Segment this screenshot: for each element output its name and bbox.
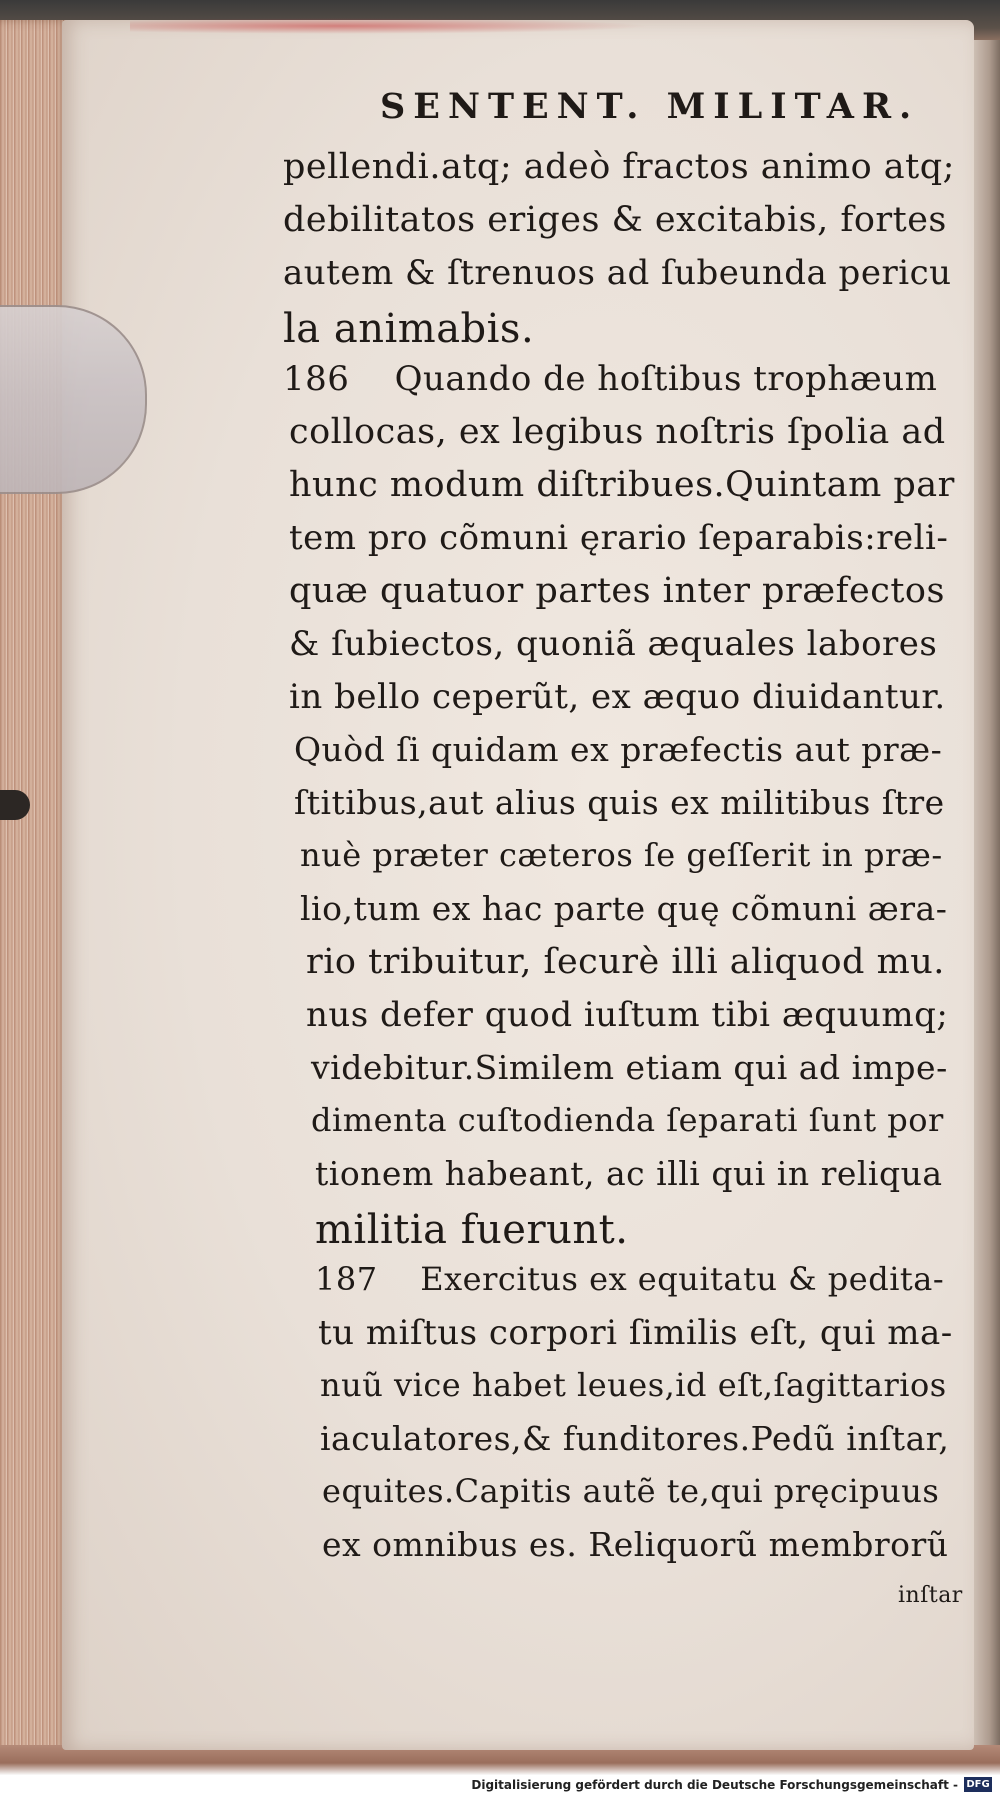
text-line: Quòd ſi quidam ex præfectis aut præ- (294, 730, 943, 769)
text-line: 187 Exercitus ex equitatu & pedita- (315, 1260, 945, 1298)
digitization-credit: Digitalisierung gefördert durch die Deutsche Forschungsgemeinschaft - (471, 1778, 958, 1792)
text-line: militia fuerunt. (315, 1207, 629, 1253)
text-line: equites.Capitis autẽ te,qui pręcipuus (322, 1472, 940, 1510)
text-line: collocas, ex legibus noſtris ſpolia ad (289, 412, 946, 452)
text-line: in bello ceperũt, ex æquo diuidantur. (289, 677, 946, 717)
catchword: inſtar (898, 1583, 963, 1608)
text-line: tem pro cõmuni ęrario ſeparabis:reli- (289, 518, 949, 558)
text-line: dimenta cuſtodienda ſeparati ſunt por (311, 1101, 944, 1139)
text-line: tionem habeant, ac illi qui in reliqua (315, 1154, 943, 1193)
text-line: & ſubiectos, quoniã æquales labores (289, 624, 938, 664)
text-line: debilitatos eriges & excitabis, fortes (283, 200, 947, 240)
text-line: nus defer quod iuſtum tibi æquumq; (306, 995, 949, 1035)
text-line: 186 Quando de hoſtibus trophæum (283, 359, 938, 399)
text-line: iaculatores,& funditores.Pedũ inſtar, (320, 1419, 950, 1458)
dfg-logo-icon: DFG (964, 1777, 992, 1792)
text-line: rio tribuitur, ſecurè illi aliquod mu. (306, 942, 945, 982)
text-line: hunc modum diſtribues.Quintam par (289, 465, 955, 505)
running-header: SENTENT. MILITAR. (380, 86, 920, 127)
text-line: quæ quatuor partes inter præfectos (289, 571, 945, 611)
text-line: ex omnibus es. Reliquorũ membrorũ (322, 1525, 949, 1564)
text-line: nuè præter cæteros ſe geſſerit in præ- (300, 836, 943, 874)
text-line: ſtitibus,aut alius quis ex militibus ſtre (294, 783, 945, 822)
text-line: pellendi.atq; adeò fractos animo atq; (283, 147, 955, 187)
text-line: tu miſtus corpori ſimilis eſt, qui ma- (318, 1313, 953, 1353)
text-line: la animabis. (283, 306, 535, 352)
text-line: autem & ſtrenuos ad ſubeunda pericu (283, 253, 952, 293)
text-line: videbitur.Similem etiam qui ad impe- (311, 1048, 948, 1087)
text-line: lio,tum ex hac parte quę cõmuni æra- (300, 889, 948, 928)
text-line: nuũ vice habet leues,id eſt,ſagittarios (320, 1366, 947, 1404)
